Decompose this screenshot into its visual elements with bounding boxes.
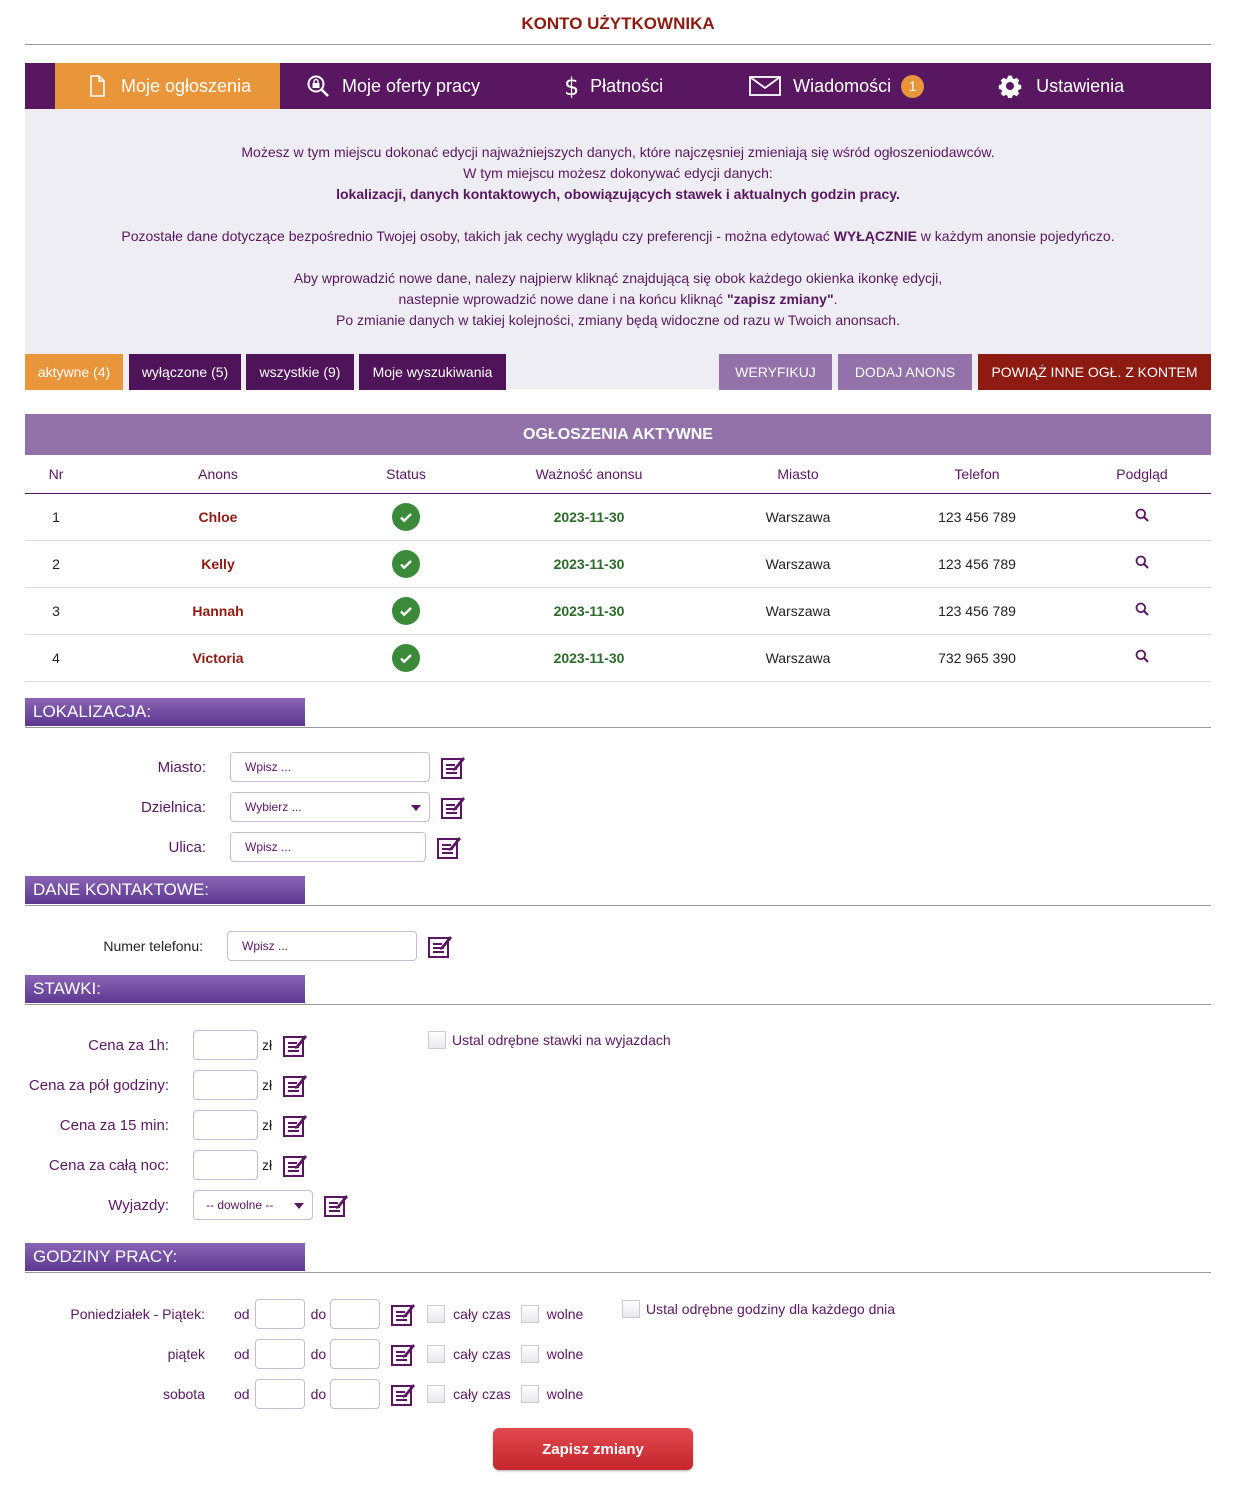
trips-row — [0, 1190, 349, 1220]
rate-hour-input[interactable] — [193, 1030, 258, 1060]
expiry-date: 2023-11-30 — [463, 587, 715, 634]
all-time-label: cały czas — [453, 1306, 511, 1322]
section-title: GODZINY PRACY: — [25, 1243, 305, 1271]
column-header: Telefon — [881, 455, 1073, 493]
edit-icon[interactable] — [282, 1032, 308, 1058]
nav-my-job-offers[interactable] — [306, 63, 480, 109]
search-icon[interactable] — [1135, 602, 1149, 619]
rate-night-input[interactable] — [193, 1150, 258, 1180]
rate-half-input[interactable] — [193, 1070, 258, 1100]
page-title: KONTO UŻYTKOWNIKA — [25, 0, 1211, 45]
hours-section-header — [25, 1243, 1211, 1273]
nav-payments[interactable] — [560, 63, 663, 109]
info-text-bold: "zapisz zmiany" — [726, 291, 834, 307]
phone-label: Numer telefonu: — [103, 938, 203, 954]
info-text-part: nastepnie wprowadzić nowe dane i na końcu kliknąć — [398, 291, 727, 307]
main-nav — [25, 63, 1211, 109]
all-time-checkbox[interactable] — [427, 1385, 445, 1403]
gear-icon — [998, 74, 1022, 98]
section-title: LOKALIZACJA: — [25, 698, 305, 726]
edit-icon[interactable] — [282, 1112, 308, 1138]
search-icon[interactable] — [1135, 508, 1149, 525]
edit-icon[interactable] — [323, 1192, 349, 1218]
my-searches-button[interactable]: Moje wyszukiwania — [359, 354, 506, 390]
street-row — [0, 832, 462, 862]
info-line — [25, 289, 1211, 310]
hours-to-input[interactable] — [330, 1299, 380, 1329]
envelope-icon — [749, 74, 781, 98]
filter-all-button[interactable]: wszystkie (9) — [246, 354, 354, 390]
edit-icon[interactable] — [427, 933, 453, 959]
to-label: do — [310, 1386, 327, 1402]
hours-from-input[interactable] — [255, 1299, 305, 1329]
phone-cell: 123 456 789 — [881, 493, 1073, 540]
free-label: wolne — [546, 1306, 584, 1322]
column-header: Status — [349, 455, 463, 493]
day-label: sobota — [162, 1386, 205, 1402]
preview-cell — [1073, 587, 1211, 634]
info-line — [25, 226, 1211, 247]
contact-section-header — [25, 876, 1211, 906]
column-header: Ważność anonsu — [463, 455, 715, 493]
filter-disabled-button[interactable]: wyłączone (5) — [129, 354, 241, 390]
column-header: Nr — [25, 455, 87, 493]
ad-name-link[interactable]: Victoria — [87, 634, 349, 681]
info-text-part: w każdym anonsie pojedyńczo. — [916, 228, 1115, 244]
status-cell — [349, 540, 463, 587]
info-panel — [25, 109, 1211, 389]
table-row — [25, 540, 1211, 587]
from-label: od — [234, 1386, 250, 1402]
check-icon — [392, 644, 420, 672]
hours-from-input[interactable] — [255, 1339, 305, 1369]
city-cell: Warszawa — [715, 493, 881, 540]
all-time-label: cały czas — [453, 1386, 511, 1402]
free-label: wolne — [546, 1346, 584, 1362]
trips-select-value: -- dowolne -- — [206, 1198, 274, 1212]
expiry-date: 2023-11-30 — [463, 540, 715, 587]
edit-icon[interactable] — [390, 1301, 416, 1327]
ad-name-link[interactable]: Kelly — [87, 540, 349, 587]
phone-cell: 732 965 390 — [881, 634, 1073, 681]
rates-section-header — [25, 975, 1211, 1005]
hours-row — [0, 1379, 583, 1409]
rate-night-row — [0, 1150, 308, 1180]
edit-icon[interactable] — [440, 794, 466, 820]
day-label: Poniedziałek - Piątek: — [70, 1306, 205, 1322]
active-ads-table — [25, 455, 1211, 682]
add-ad-button[interactable]: DODAJ ANONS — [838, 354, 972, 390]
nav-label: Ustawienia — [1036, 75, 1125, 96]
column-header: Anons — [87, 455, 349, 493]
hours-row — [0, 1339, 583, 1369]
row-number: 3 — [25, 587, 87, 634]
section-title: STAWKI: — [25, 975, 305, 1003]
day-label: piątek — [167, 1346, 205, 1362]
free-label: wolne — [546, 1386, 584, 1402]
check-icon — [392, 503, 420, 531]
status-cell — [349, 634, 463, 681]
separate-trips-checkbox[interactable] — [428, 1031, 446, 1049]
table-row — [25, 587, 1211, 634]
preview-cell — [1073, 540, 1211, 587]
nav-label: Płatności — [590, 75, 664, 96]
phone-row — [0, 931, 453, 961]
expiry-date: 2023-11-30 — [463, 493, 715, 540]
rate-half-row — [0, 1070, 308, 1100]
phone-cell: 123 456 789 — [881, 540, 1073, 587]
city-cell: Warszawa — [715, 540, 881, 587]
search-icon[interactable] — [1135, 649, 1149, 666]
filter-active-button[interactable]: aktywne (4) — [25, 354, 123, 390]
check-icon — [392, 597, 420, 625]
rate-quarter-input[interactable] — [193, 1110, 258, 1140]
rate-quarter-row — [0, 1110, 308, 1140]
city-row — [0, 752, 466, 782]
edit-icon[interactable] — [282, 1152, 308, 1178]
info-text-part: Pozostałe dane dotyczące bezpośrednio Twojej osoby, takich jak cechy wyglądu czy preferencji - można edytować — [121, 228, 834, 244]
caret-down-icon — [294, 1203, 304, 1209]
save-changes-button[interactable]: Zapisz zmiany — [493, 1428, 693, 1470]
phone-cell: 123 456 789 — [881, 587, 1073, 634]
edit-icon[interactable] — [282, 1072, 308, 1098]
info-line: W tym miejscu możesz dokonywać edycji danych: — [463, 165, 773, 181]
ad-name-link[interactable]: Hannah — [87, 587, 349, 634]
from-label: od — [234, 1306, 250, 1322]
currency-label: zł — [262, 1037, 273, 1053]
city-cell: Warszawa — [715, 587, 881, 634]
info-line: Aby wprowadzić nowe dane, nalezy najpierw kliknąć znajdującą się obok każdego okienka ikonkę edycji, — [293, 270, 943, 286]
link-ads-button[interactable]: POWIĄŻ INNE OGŁ. Z KONTEM — [978, 354, 1211, 390]
dollar-icon — [560, 74, 584, 98]
district-select[interactable] — [230, 792, 430, 822]
all-time-checkbox[interactable] — [427, 1345, 445, 1363]
ad-name-link[interactable]: Chloe — [87, 493, 349, 540]
to-label: do — [310, 1306, 327, 1322]
table-row — [25, 634, 1211, 681]
currency-label: zł — [262, 1157, 273, 1173]
verify-button[interactable]: WERYFIKUJ — [719, 354, 832, 390]
caret-down-icon — [411, 805, 421, 811]
city-input[interactable]: Wpisz ... — [230, 752, 430, 782]
section-title: DANE KONTAKTOWE: — [25, 876, 305, 904]
to-label: do — [310, 1346, 327, 1362]
table-row — [25, 493, 1211, 540]
edit-icon[interactable] — [390, 1341, 416, 1367]
separate-days-label: Ustal odrębne godziny dla każdego dnia — [646, 1301, 896, 1317]
info-text — [25, 109, 1211, 331]
row-number: 2 — [25, 540, 87, 587]
district-row — [0, 792, 466, 822]
separate-days-checkbox[interactable] — [622, 1300, 640, 1318]
rate-hour-label: Cena za 1h: — [88, 1036, 169, 1054]
info-line: Po zmianie danych w takiej kolejności, zmiany będą widoczne od razu w Twoich anonsach. — [336, 312, 900, 328]
separate-days-option — [622, 1300, 895, 1318]
document-icon — [85, 74, 109, 98]
district-label: Dzielnica: — [140, 798, 206, 816]
info-line: lokalizacji, danych kontaktowych, obowiązujących stawek i aktualnych godzin pracy. — [336, 186, 900, 202]
separate-trips-option — [428, 1031, 671, 1049]
rate-quarter-label: Cena za 15 min: — [59, 1116, 169, 1134]
column-header: Podgląd — [1073, 455, 1211, 493]
free-checkbox[interactable] — [521, 1305, 539, 1323]
city-cell: Warszawa — [715, 634, 881, 681]
all-time-checkbox[interactable] — [427, 1305, 445, 1323]
nav-my-ads[interactable] — [55, 63, 280, 109]
table-title: OGŁOSZENIA AKTYWNE — [25, 414, 1211, 455]
edit-icon[interactable] — [440, 754, 466, 780]
city-label: Miasto: — [157, 758, 206, 776]
nav-messages[interactable] — [749, 63, 924, 109]
district-select-value: Wybierz ... — [245, 800, 302, 814]
row-number: 4 — [25, 634, 87, 681]
trips-select[interactable] — [193, 1190, 313, 1220]
rate-night-label: Cena za całą noc: — [48, 1156, 169, 1174]
preview-cell — [1073, 634, 1211, 681]
column-header: Miasto — [715, 455, 881, 493]
free-checkbox[interactable] — [521, 1345, 539, 1363]
free-checkbox[interactable] — [521, 1385, 539, 1403]
preview-cell — [1073, 493, 1211, 540]
nav-settings[interactable] — [998, 63, 1124, 109]
all-time-label: cały czas — [453, 1346, 511, 1362]
status-cell — [349, 493, 463, 540]
hours-row — [0, 1299, 583, 1329]
street-input[interactable]: Wpisz ... — [230, 832, 426, 862]
nav-label: Moje ogłoszenia — [121, 75, 252, 96]
currency-label: zł — [262, 1077, 273, 1093]
trips-label: Wyjazdy: — [108, 1196, 169, 1214]
messages-count-badge: 1 — [901, 75, 924, 98]
street-label: Ulica: — [168, 838, 206, 856]
check-icon — [392, 550, 420, 578]
hours-to-input[interactable] — [330, 1339, 380, 1369]
currency-label: zł — [262, 1117, 273, 1133]
active-ads-table-section — [25, 414, 1211, 682]
rate-hour-row — [0, 1030, 308, 1060]
info-text-bold: WYŁĄCZNIE — [833, 228, 917, 244]
search-icon[interactable] — [1135, 555, 1149, 572]
from-label: od — [234, 1346, 250, 1362]
hours-to-input[interactable] — [330, 1379, 380, 1409]
account-page — [25, 0, 1211, 728]
hours-from-input[interactable] — [255, 1379, 305, 1409]
edit-icon[interactable] — [390, 1381, 416, 1407]
phone-input[interactable]: Wpisz ... — [227, 931, 417, 961]
info-text-part: . — [833, 291, 838, 307]
rate-half-label: Cena za pół godziny: — [28, 1076, 169, 1094]
row-number: 1 — [25, 493, 87, 540]
nav-label: Wiadomości — [793, 75, 892, 96]
job-search-icon — [306, 74, 330, 98]
location-section-header — [25, 698, 1211, 728]
expiry-date: 2023-11-30 — [463, 634, 715, 681]
info-line: Możesz w tym miejscu dokonać edycji najważniejszych danych, które najczęsniej zmieniają się wśród ogłoszeniodawców. — [241, 144, 995, 160]
nav-label: Moje oferty pracy — [342, 75, 481, 96]
filter-action-bar — [25, 354, 1211, 390]
status-cell — [349, 587, 463, 634]
table-header-row — [25, 455, 1211, 493]
svg-text:$: $ — [564, 74, 580, 98]
separate-trips-label: Ustal odrębne stawki na wyjazdach — [452, 1032, 671, 1048]
edit-icon[interactable] — [436, 834, 462, 860]
